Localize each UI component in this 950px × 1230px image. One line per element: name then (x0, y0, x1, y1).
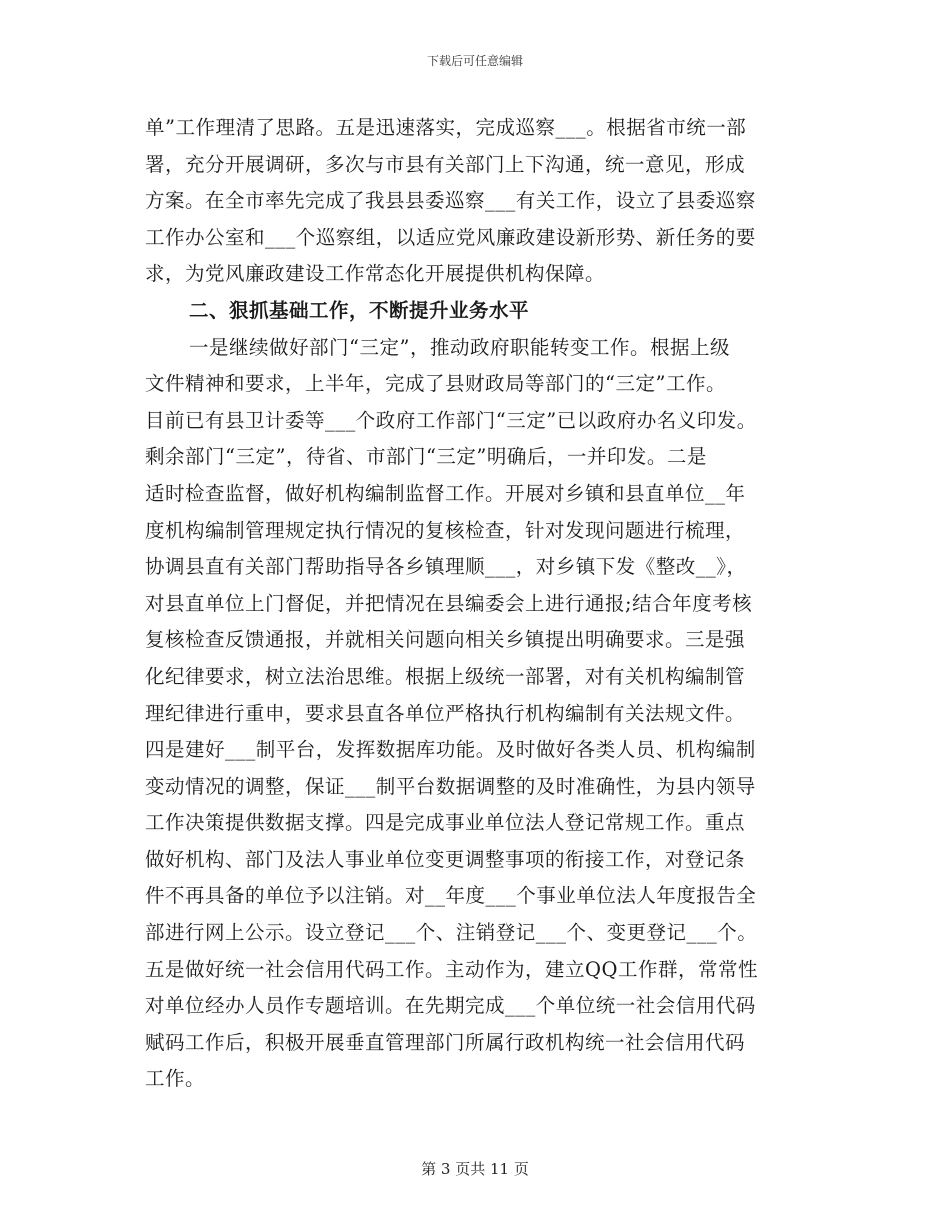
text-line: 变动情况的调整，保证___制平台数据调整的及时准确性，为县内领导 (145, 774, 756, 798)
text-line: 部进行网上公示。设立登记___个、注销登记___个、变更登记___个。 (145, 921, 758, 945)
text-line: 单”工作理清了思路。五是迅速落实，完成巡察___。根据省市统一部 (145, 116, 747, 139)
page-number: 第 3 页共 11 页 (421, 1160, 529, 1178)
text-line: 工作决策提供数据支撑。四是完成事业单位法人登记常规工作。重点 (145, 811, 746, 835)
text-line: 一是继续做好部门“三定”，推动政府职能转变工作。根据上级 (189, 335, 730, 359)
text-line: 协调县直有关部门帮助指导各乡镇理顺___，对乡镇下发《整改__》， (145, 555, 747, 579)
text-line: 做好机构、部门及法人事业单位变更调整事项的衔接工作，对登记条 (145, 847, 746, 871)
text-line: 对县直单位上门督促，并把情况在县编委会上进行通报;结合年度考核 (145, 591, 753, 615)
text-line: 赋码工作后，积极开展垂直管理部门所属行政机构统一社会信用代码 (145, 1030, 746, 1054)
text-line: 对单位经办人员作专题培训。在先期完成___个单位统一社会信用代码 (145, 994, 756, 1018)
text-line: 方案。在全市率先完成了我县县委巡察___有关工作，设立了县委巡察 (145, 189, 756, 213)
text-line: 化纪律要求，树立法治思维。根据上级统一部署，对有关机构编制管 (145, 664, 746, 688)
section-heading: 二、狠抓基础工作，不断提升业务水平 (189, 298, 530, 322)
document-body (145, 110, 825, 1098)
page-header: 下载后可任意编辑 (426, 54, 523, 68)
text-line: 理纪律进行重申，要求县直各单位严格执行机构编制有关法规文件。 (145, 701, 746, 725)
text-line: 度机构编制管理规定执行情况的复核检查，针对发现问题进行梳理， (145, 518, 746, 542)
text-line: 目前已有县卫计委等___个政府工作部门“三定”已以政府办名义印发。 (145, 408, 757, 432)
text-line: 件不再具备的单位予以注销。对__年度___个事业单位法人年度报告全 (145, 884, 757, 908)
text-line: 工作。 (145, 1067, 206, 1091)
text-line: 四是建好___制平台，发挥数据库功能。及时做好各类人员、机构编制 (145, 738, 756, 762)
text-line: 工作办公室和___个巡察组，以适应党风廉政建设新形势、新任务的要 (145, 225, 756, 249)
text-line: 适时检查监督，做好机构编制监督工作。开展对乡镇和县直单位__年 (145, 481, 746, 505)
text-line: 文件精神和要求，上半年，完成了县财政局等部门的“三定”工作。 (145, 372, 726, 396)
text-line: 复核检查反馈通报，并就相关问题向相关乡镇提出明确要求。三是强 (145, 628, 746, 652)
text-line: 求，为党风廉政建设工作常态化开展提供机构保障。 (145, 262, 606, 286)
text-line: 剩余部门“三定”，待省、市部门“三定”明确后，一并印发。二是 (145, 445, 707, 469)
text-line: 署，充分开展调研，多次与市县有关部门上下沟通，统一意见，形成 (145, 152, 746, 176)
text-line: 五是做好统一社会信用代码工作。主动作为，建立QQ工作群，常常性 (145, 957, 758, 981)
